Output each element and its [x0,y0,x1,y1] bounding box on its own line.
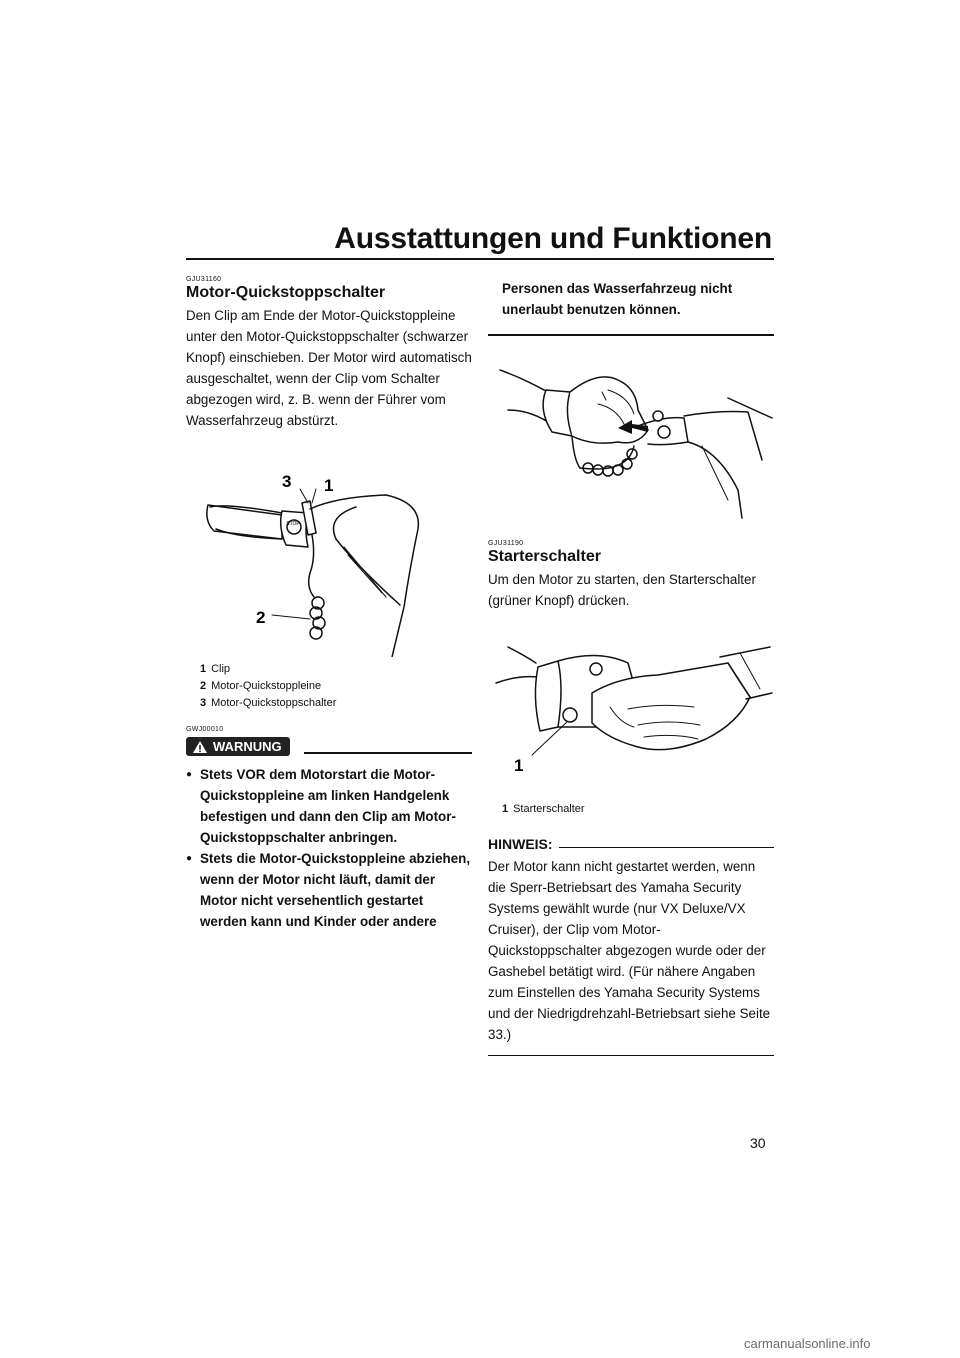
callout-2: 2 [256,608,266,627]
note-rule [559,847,774,848]
warning-header [186,737,472,756]
page-number: 30 [750,1135,766,1151]
figure-lanyard [488,350,774,520]
figure-captions-quickstop [200,661,472,712]
starter-illustration [488,627,774,799]
section-body-starter: Um den Motor zu starten, den Starterschalter (grüner Knopf) drücken. [488,572,756,608]
left-column [186,270,472,932]
warning-list [186,764,472,932]
warning-continuation: Personen das Wasserfahrzeug nicht unerlaubt benutzen können. [502,281,733,317]
warning-rule [304,752,472,754]
warning-item: ● Stets VOR dem Motorstart die Motor-Quickstoppleine am linken Handgelenk befestigen und dann den Clip am Motor-Quickstoppschalter anbringen. [186,764,472,848]
figure-quickstop [186,447,472,657]
figure-starter [488,627,774,799]
callout-1: 1 [514,756,524,775]
warning-triangle-icon [192,740,208,754]
section-code: GJU31160 [186,276,222,283]
figure-captions-starter [502,801,774,818]
lanyard-illustration [488,350,774,520]
caption-item: 3 Motor-Quickstoppschalter [200,697,337,709]
warning-code: GWJ00010 [186,726,224,733]
warning-item: ● Stets die Motor-Quickstoppleine abziehen, wenn der Motor nicht läuft, damit der Motor nicht versehentlich gestartet werden kann und Kinder oder andere [186,848,472,932]
caption-item: 1 Starterschalter [502,803,585,815]
section-body-quickstop: Den Clip am Ende der Motor-Quickstoppleine unter den Motor-Quickstoppschalter (schwarzer Knopf) einschieben. Der Motor wird automatisch ausgeschaltet, wenn der Clip vom Schalter abgezogen wird, z. B. wenn der Führer vom Wasserfahrzeug abstürzt. [186,308,472,428]
switch-label: STOP [286,521,300,527]
warning-badge: WARNUNG [186,737,290,756]
quickstop-illustration [186,447,472,657]
page-title: Ausstattungen und Funktionen [334,222,772,255]
section-code: GJU31190 [488,540,524,547]
callout-3: 3 [282,472,292,491]
right-column [488,278,774,1056]
section-heading-quickstop: Motor-Quickstoppschalter [186,284,386,301]
note-end-rule [488,1055,774,1056]
note-label: HINWEIS: [488,836,553,852]
warning-end-rule [488,334,774,336]
title-rule [186,258,774,260]
watermark: carmanualsonline.info [744,1336,871,1351]
note-text: Der Motor kann nicht gestartet werden, wenn die Sperr-Betriebsart des Yamaha Security Systems gewählt wurde (nur VX Deluxe/VX Cruiser), der Clip vom Motor-Quickstoppschalter abgezogen wurde oder der Gashebel betätigt wird. (Für nähere Angaben zum Einstellen des Yamaha Security Systems und der Niedrigdrehzahl-Betriebsart siehe Seite 33.) [488,859,771,1042]
caption-item: 2 Motor-Quickstoppleine [200,680,322,692]
section-heading-starter: Starterschalter [488,548,601,565]
note-header [488,836,774,852]
caption-item: 1 Clip [200,663,231,675]
callout-1: 1 [324,476,334,495]
